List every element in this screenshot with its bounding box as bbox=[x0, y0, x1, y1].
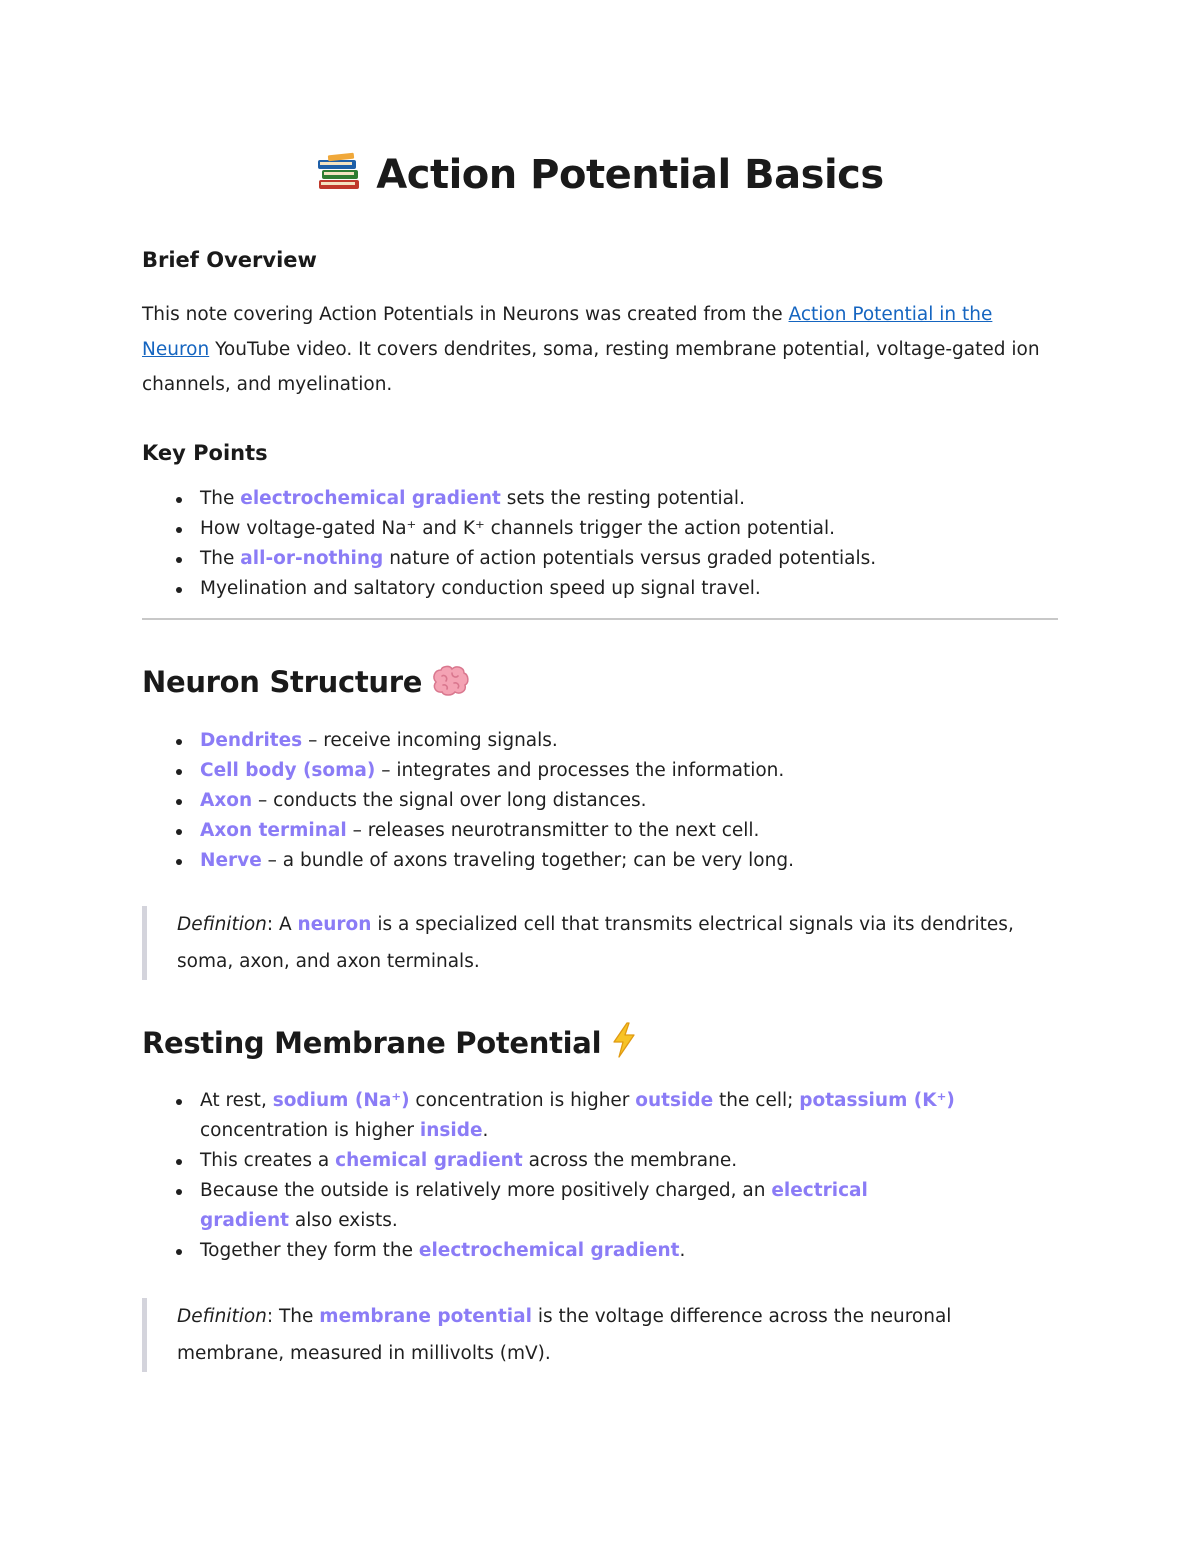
key-points-heading: Key Points bbox=[142, 441, 268, 465]
item-text: the cell; bbox=[713, 1090, 800, 1111]
item-text: nature of action potentials versus graded potentials. bbox=[383, 548, 877, 569]
list-item bbox=[200, 574, 1058, 604]
overview-text-after-link: YouTube video. It covers dendrites, soma, resting membrane potential, voltage-gated ion channels, and myelination. bbox=[142, 339, 1040, 395]
highlight-term: electrochemical gradient bbox=[240, 488, 501, 509]
page-title-text: Action Potential Basics bbox=[376, 152, 884, 198]
item-text: Because the outside is relatively more positively charged, an bbox=[200, 1180, 772, 1201]
resting-potential-heading bbox=[142, 1021, 639, 1063]
item-text: This creates a bbox=[200, 1150, 336, 1171]
highlight-term: electrochemical gradient bbox=[418, 1240, 680, 1261]
list-item bbox=[200, 1086, 1058, 1146]
item-text: . bbox=[679, 1240, 686, 1261]
definition-text: : The bbox=[266, 1306, 320, 1327]
item-text: Myelination and saltatory conduction speed up signal travel. bbox=[200, 578, 761, 599]
item-text: – receive incoming signals. bbox=[302, 730, 558, 751]
highlight-term: sodium (Na⁺) bbox=[272, 1090, 410, 1111]
highlight-term: electrical gradient bbox=[200, 1180, 868, 1231]
highlight-term: potassium (K⁺) bbox=[799, 1090, 955, 1111]
list-item bbox=[200, 1146, 1058, 1176]
list-item bbox=[200, 846, 1058, 876]
overview-text-before-link: This note covering Action Potentials in Neurons was created from the bbox=[142, 304, 789, 325]
overview-paragraph bbox=[142, 297, 1058, 402]
item-text: concentration is higher bbox=[409, 1090, 636, 1111]
item-text: – conducts the signal over long distances. bbox=[252, 790, 647, 811]
item-text: . bbox=[482, 1120, 489, 1141]
item-text: across the membrane. bbox=[522, 1150, 738, 1171]
highlight-term: Cell body (soma) bbox=[200, 760, 376, 781]
item-text: Together they form the bbox=[200, 1240, 419, 1261]
list-item bbox=[200, 484, 1058, 514]
list-item bbox=[200, 1236, 1058, 1266]
item-text: At rest, bbox=[200, 1090, 273, 1111]
list-item bbox=[200, 514, 1058, 544]
item-text: also exists. bbox=[289, 1210, 398, 1231]
definition-text: is a specialized cell that transmits electrical signals via its dendrites, soma, axon, and axon terminals. bbox=[177, 914, 1014, 972]
key-points-list bbox=[142, 484, 1058, 604]
definition-label: Definition bbox=[177, 1306, 267, 1327]
list-item bbox=[200, 786, 1058, 816]
highlight-term: Nerve bbox=[200, 850, 262, 871]
overview-heading: Brief Overview bbox=[142, 248, 317, 272]
membrane-potential-definition-quote bbox=[142, 1298, 1058, 1372]
item-text: concentration is higher bbox=[200, 1120, 420, 1141]
highlight-term: Axon bbox=[200, 790, 253, 811]
books-icon bbox=[316, 152, 362, 192]
item-text: The bbox=[200, 488, 241, 509]
list-item bbox=[200, 544, 1058, 574]
neuron-structure-list bbox=[142, 726, 1058, 876]
item-text: The bbox=[200, 548, 241, 569]
resting-potential-list bbox=[142, 1086, 1058, 1266]
lightning-icon bbox=[609, 1021, 639, 1059]
definition-label: Definition bbox=[177, 914, 267, 935]
neuron-structure-heading bbox=[142, 662, 470, 702]
item-text: – integrates and processes the information. bbox=[375, 760, 785, 781]
heading-text: Neuron Structure bbox=[142, 665, 423, 699]
highlight-term: neuron bbox=[297, 914, 372, 935]
highlight-term: membrane potential bbox=[319, 1306, 532, 1327]
brain-icon bbox=[430, 664, 470, 698]
list-item bbox=[200, 756, 1058, 786]
item-text: sets the resting potential. bbox=[500, 488, 745, 509]
neuron-definition-quote bbox=[142, 906, 1058, 980]
highlight-term: outside bbox=[635, 1090, 714, 1111]
video-link[interactable]: Action Potential in the Neuron bbox=[142, 304, 993, 360]
definition-text: is the voltage difference across the neuronal membrane, measured in millivolts (mV). bbox=[177, 1306, 952, 1364]
horizontal-divider bbox=[142, 618, 1058, 620]
page-title bbox=[142, 148, 1058, 202]
highlight-term: chemical gradient bbox=[335, 1150, 523, 1171]
item-text: How voltage-gated Na⁺ and K⁺ channels trigger the action potential. bbox=[200, 518, 835, 539]
highlight-term: Dendrites bbox=[200, 730, 303, 751]
item-text: – releases neurotransmitter to the next cell. bbox=[346, 820, 760, 841]
list-item bbox=[200, 1176, 1058, 1236]
heading-text: Resting Membrane Potential bbox=[142, 1026, 602, 1060]
highlight-term: all-or-nothing bbox=[240, 548, 384, 569]
list-item bbox=[200, 816, 1058, 846]
definition-text: : A bbox=[266, 914, 298, 935]
highlight-term: inside bbox=[419, 1120, 483, 1141]
highlight-term: Axon terminal bbox=[200, 820, 347, 841]
item-text: – a bundle of axons traveling together; can be very long. bbox=[261, 850, 794, 871]
list-item bbox=[200, 726, 1058, 756]
